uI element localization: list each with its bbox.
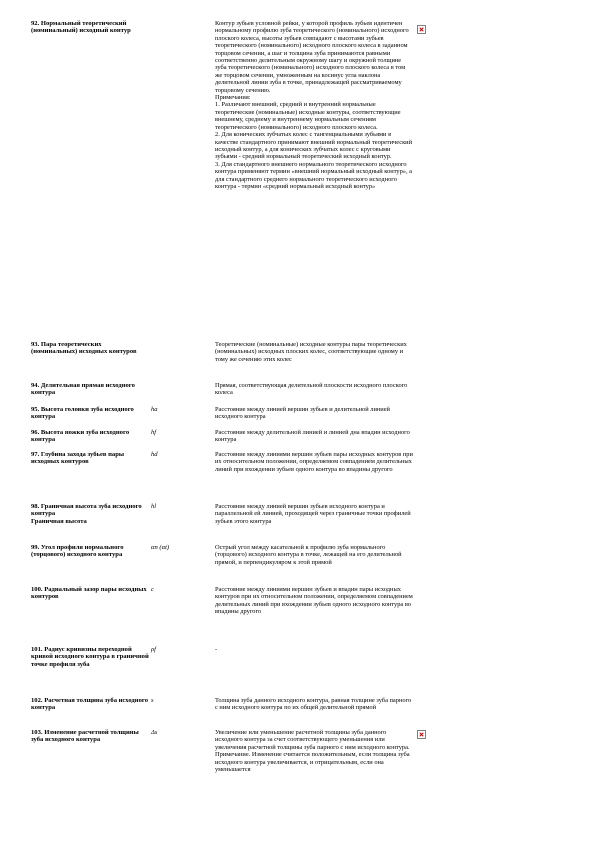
term-name: 93. Пара теоретических (номинальных) исходных контуров xyxy=(31,341,137,356)
term-definition: - xyxy=(215,646,218,653)
term-symbol: hd xyxy=(151,451,158,458)
term-name: 100. Радиальный зазор пары исходных контуров xyxy=(31,586,149,601)
term-symbol: hf xyxy=(151,429,157,436)
term-definition: Расстояние между линиями вершин зубьев пары исходных контуров при их относительном положении, определяемом совпадением делительных линий при вхождении зубьев одного контура во впадины другого xyxy=(215,451,415,473)
term-name: 92. Нормальный теоретический (номинальный) исходный контур xyxy=(31,20,131,35)
term-name: 99. Угол профиля нормального (торцового) исходного контура xyxy=(31,544,126,559)
term-definition: Расстояние между линией вершин зубьев исходного контура и параллельной ей линией, проходящей через граничные точки профилей зубьев этого контура xyxy=(215,503,413,525)
term-definition: Острый угол между касательной к профилю зуба нормального (торцового) исходного контура в точке, лежащей на его делительной прямой, и перпендикуляром к этой прямой xyxy=(215,544,404,566)
broken-image-icon[interactable] xyxy=(417,25,426,34)
term-name: 101. Радиус кривизны переходной кривой исходного контура в граничной точке профиля зуба xyxy=(31,646,151,668)
term-symbol: s xyxy=(151,697,154,704)
term-definition: Увеличение или уменьшение расчетной толщины зуба данного исходного контура за счет соответствующего уменьшения или увеличения расчетной толщины зуба парного с ним исходного контура. Примечание. Изменение считается положительным, если толщина зуба исходного контура увеличивается, и отрицательным, если она уменьшается xyxy=(215,729,410,774)
term-definition: Расстояние между линией вершин зубьев и делительной линией исходного контура xyxy=(215,406,392,421)
term-symbol: ρf xyxy=(151,646,156,653)
term-definition: Прямая, соответствующая делительной плоскости исходного плоского колеса xyxy=(215,382,409,397)
term-symbol: ha xyxy=(151,406,158,413)
term-symbol: hl xyxy=(151,503,157,510)
term-definition: Теоретические (номинальные) исходные контуры пары теоретических (номинальных) исходных плоских колес, соответствующие одному и тому же сечению этих колес xyxy=(215,341,409,363)
term-name: 94. Делительная прямая исходного контура xyxy=(31,382,137,397)
term-definition: Расстояние между делительной линией и линией дна впадин исходного контура xyxy=(215,429,412,444)
term-definition: Расстояние между линиями вершин зубьев и впадин пары исходных контуров при их относительном положении, определяемом совпадением делительных линий при вхождении зубьев одного исходного контура во впадины другого xyxy=(215,586,415,616)
term-name: 96. Высота ножки зуба исходного контура xyxy=(31,429,131,444)
term-name: 95. Высота головки зуба исходного контура xyxy=(31,406,136,421)
term-name: 98. Граничная высота зуба исходного контура Граничная высота xyxy=(31,503,142,525)
term-symbol: c xyxy=(151,586,154,593)
term-definition: Контур зубьев условной рейки, у которой профиль зубьев идентичен нормальному профилю зуба теоретического (номинального) исходного плоского колеса, высоты зубьев совпадают с высотами зубьев теоретического (номинального) исходного плоского колеса в заданном торцовом сечении, а шаг и толщина зуба принимаются равными соответственно делительным окружному шагу и окружной толщине зуба теоретического (номинального) исходного плоского колеса в том же торцовом сечении, умноженным на косинус угла наклона делительной линии зуба в точке, принадлежащей рассматриваемому торцовому сечению. Примечания: 1. Различают внешний, средний и внутренний нормальные теоретические (номинальные) исходные контуры, соответствующие внешнему, среднему и внутреннему нормальным сечениям теоретического (номинального) исходного плоского колеса. 2. Для конических зубчатых колес с тангенциальными зубьями в качестве стандартного принимают внешний нормальный теоретический исходный контур, а для конических зубчатых колес с круговыми зубьями - средний нормальный теоретический исходный контур. 3. Для стандартного внешнего нормального теоретического исходного контура применяют термин «внешний нормальный исходный контур», а для стандартного среднего нормального теоретического исходного контура - термин «средний нормальный исходный контур» xyxy=(215,20,413,190)
term-symbol: Δs xyxy=(151,729,158,736)
term-symbol: αn (αt) xyxy=(151,544,170,551)
term-name: 97. Глубина захода зубьев пары исходных контуров xyxy=(31,451,126,466)
broken-image-icon[interactable] xyxy=(417,730,426,739)
term-name: 103. Изменение расчетной толщины зуба исходного контура xyxy=(31,729,141,744)
term-definition: Толщина зуба данного исходного контура, равная толщине зуба парного с ним исходного контура по их общей делительной прямой xyxy=(215,697,413,712)
term-name: 102. Расчетная толщина зуба исходного контура xyxy=(31,697,150,712)
